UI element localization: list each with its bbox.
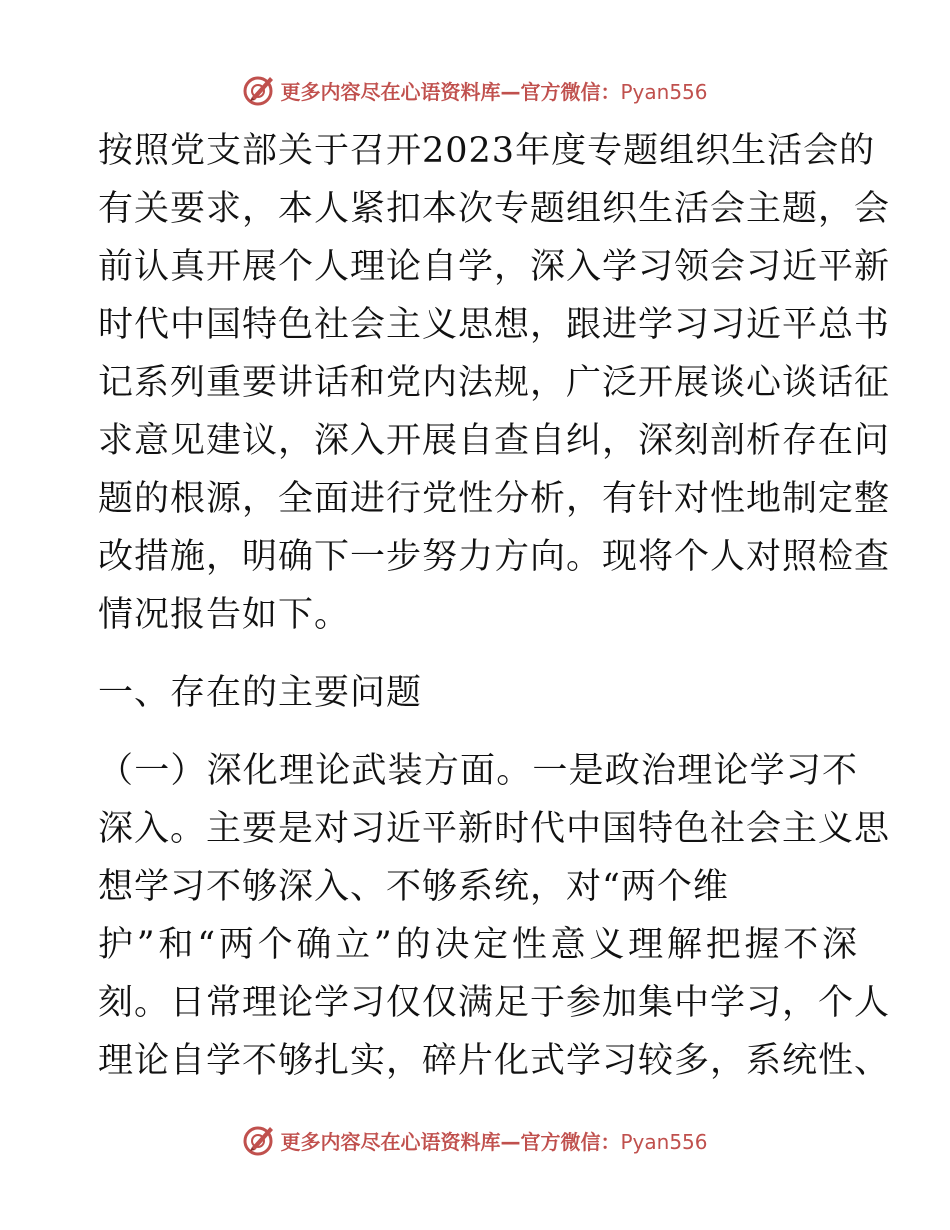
text-line: 求意见建议，深入开展自查自纠，深刻剖析存在问 <box>98 421 891 461</box>
text-line: 记系列重要讲话和党内法规，广泛开展谈心谈话征 <box>98 363 891 403</box>
paragraph-gap <box>98 722 858 742</box>
watermark-label: 更多内容尽在心语资料库 <box>280 79 501 104</box>
text-line: 按照党支部关于召开2023年度专题组织生活会的 <box>98 131 876 171</box>
text-line: 深入。主要是对习近平新时代中国特色社会主义思 <box>98 809 891 849</box>
watermark-separator: — <box>500 1129 521 1154</box>
intro-paragraph <box>98 122 891 644</box>
section-heading: 一、存在的主要问题 <box>98 673 423 713</box>
paragraph-gap <box>98 644 858 664</box>
watermark-label: 更多内容尽在心语资料库 <box>280 1129 501 1154</box>
watermark-official: 官方微信： <box>520 1129 621 1154</box>
text-line: 改措施，明确下一步努力方向。现将个人对照检查 <box>98 537 891 577</box>
watermark-official: 官方微信： <box>520 79 621 104</box>
text-line: （一）深化理论武装方面。一是政治理论学习不 <box>98 751 858 791</box>
watermark-id: Pyan556 <box>620 79 708 104</box>
header-watermark <box>0 70 950 110</box>
footer-watermark <box>0 1120 950 1160</box>
text-line: 刻。日常理论学习仅仅满足于参加集中学习，个人 <box>98 983 891 1023</box>
text-line: 理论自学不够扎实，碎片化式学习较多，系统性、 <box>98 1041 891 1081</box>
document-body <box>98 122 891 1090</box>
text-line: 前认真开展个人理论自学，深入学习领会习近平新 <box>98 247 891 287</box>
text-line: 想学习不够深入、不够系统，对“两个维 <box>98 867 729 907</box>
watermark-id: Pyan556 <box>620 1129 708 1154</box>
text-line: 题的根源，全面进行党性分析，有针对性地制定整 <box>98 479 891 519</box>
text-line: 情况报告如下。 <box>98 595 351 635</box>
pen-logo-icon <box>242 73 276 107</box>
section1-paragraph <box>98 742 891 1090</box>
text-line: 时代中国特色社会主义思想，跟进学习习近平总书 <box>98 305 891 345</box>
text-line: 有关要求，本人紧扣本次专题组织生活会主题，会 <box>98 189 891 229</box>
watermark-separator: — <box>500 79 521 104</box>
pen-logo-icon <box>242 1123 276 1157</box>
text-line: 护”和“两个确立”的决定性意义理解把握不深 <box>98 925 858 965</box>
